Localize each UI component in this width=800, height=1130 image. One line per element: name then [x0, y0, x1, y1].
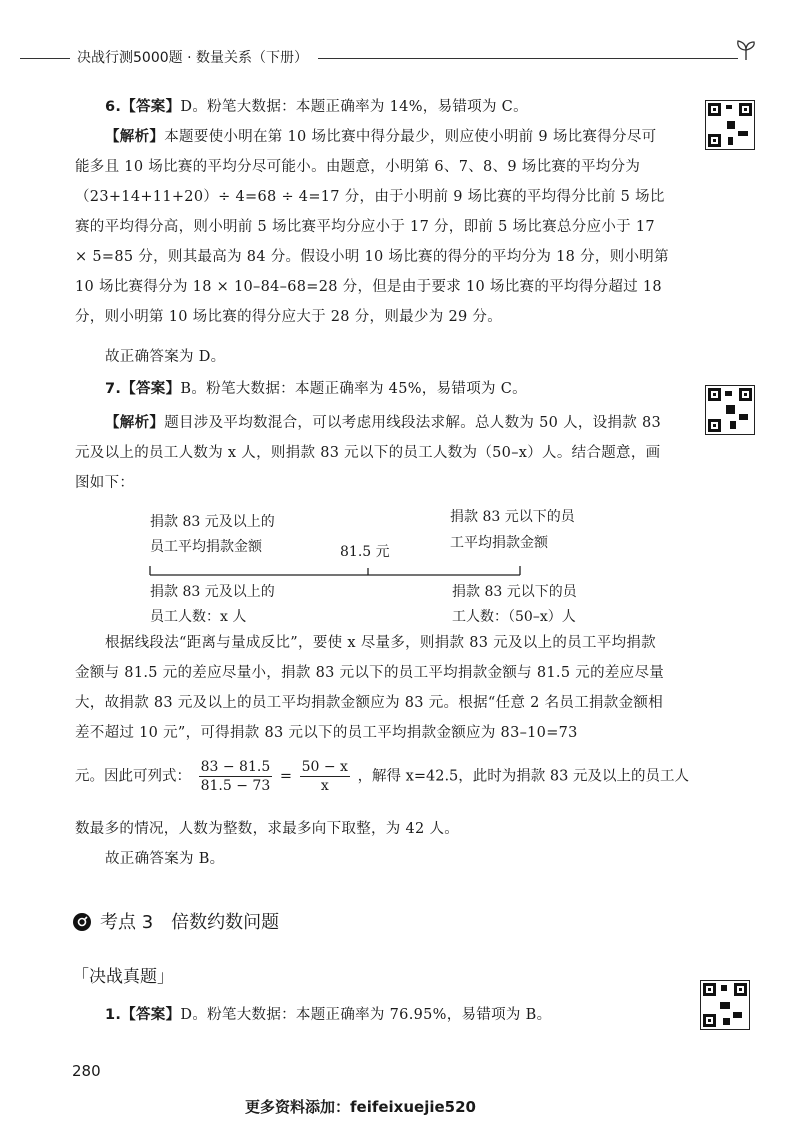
section-title: 考点 3 倍数约数问题	[100, 912, 280, 933]
diagram-bottom-right-1: 捐款 83 元以下的员	[452, 584, 577, 600]
header-rule-right	[318, 58, 738, 59]
diagram-middle-label: 81.5 元	[340, 544, 390, 560]
fraction-right-denominator: x	[320, 778, 329, 794]
q7-reasoning: 根据线段法“距离与量成反比”，要使 x 尽量多，则捐款 83 元及以上的员工平均捐款金额与 81.5 元的差应尽量小，捐款 83 元以下的员工平均捐款金额与 81.5 元的差应尽量大，故捐款 83 元及以上的员工平均捐款金额应为 83 元。根据“任意 2 名员工捐款金额相差不超过 10 元”，可得捐款 83 元以下的员工平均捐款金额应为 83–10=73	[75, 635, 665, 741]
q1-answer	[75, 1000, 670, 1030]
footer-note: 更多资料添加：feifeixuejie520	[245, 1098, 476, 1116]
analysis-text: 题目涉及平均数混合，可以考虑用线段法求解。总人数为 50 人，设捐款 83 元及以上的员工人数为 x 人，则捐款 83 元以下的员工人数为（50–x）人。结合题意，画图如下：	[75, 415, 662, 491]
answer-text: B。粉笔大数据：本题正确率为 45%，易错项为 C。	[180, 381, 527, 397]
fraction-left	[199, 758, 273, 795]
diagram-top-left-1: 捐款 83 元及以上的	[150, 514, 275, 530]
analysis-tag: 【解析】	[105, 415, 165, 431]
answer-text: D。粉笔大数据：本题正确率为 76.95%，易错项为 B。	[180, 1007, 552, 1023]
page-number: 280	[72, 1062, 101, 1080]
diagram-bottom-left-2: 员工人数：x 人	[150, 609, 247, 625]
diagram-bottom-right-2: 工人数：（50–x）人	[452, 609, 576, 625]
qr-code-icon	[705, 100, 755, 150]
diagram-top-left-2: 员工平均捐款金额	[150, 539, 262, 555]
answer-tag: 6.【答案】	[105, 99, 181, 115]
diagram-top-right-2: 工平均捐款金额	[450, 535, 548, 551]
q6-analysis	[75, 122, 670, 332]
equation-suffix: ，解得 x=42.5，此时为捐款 83 元及以上的员工人	[357, 768, 689, 785]
equals-sign: =	[279, 768, 292, 785]
answer-tag: 7.【答案】	[105, 381, 181, 397]
q7-answer	[75, 374, 670, 404]
fraction-right	[300, 758, 350, 795]
equation-prefix: 元。因此可列式：	[75, 768, 191, 785]
qr-code-icon	[700, 980, 750, 1030]
analysis-text: 本题要使小明在第 10 场比赛中得分最少，则应使小明前 9 场比赛得分尽可能多且 10 场比赛的平均分尽可能小。由题意，小明第 6、7、8、9 场比赛的平均分为（23+14+11+20）÷ 4=68 ÷ 4=17 分，由于小明前 9 场比赛的平均得分比前 5 场比赛的平均得分高，则小明前 5 场比赛平均分应小于 17 分，即前 5 场比赛总分应小于 17 × 5=85 分，则其最高为 84 分。假设小明 10 场比赛的得分的平均分为 18 分，则小明第 10 场比赛得分为 18 × 10–84–68=28 分，但是由于要求 10 场比赛的平均得分超过 18 分，则小明第 10 场比赛的得分应大于 28 分，则最少为 29 分。	[75, 129, 669, 325]
answer-text: D。粉笔大数据：本题正确率为 14%，易错项为 C。	[180, 99, 528, 115]
subsection-title: 「决战真题」	[72, 967, 174, 987]
qr-code-icon	[705, 385, 755, 435]
fraction-right-numerator: 50 − x	[301, 759, 348, 775]
fraction-left-denominator: 81.5 − 73	[200, 778, 271, 794]
q6-answer	[75, 92, 670, 122]
diagram-top-right-1: 捐款 83 元以下的员	[450, 509, 575, 525]
q7-result: 数最多的情况，人数为整数，求最多向下取整，为 42 人。	[75, 821, 460, 837]
section-bullet-icon	[72, 912, 92, 932]
analysis-tag: 【解析】	[105, 129, 165, 145]
q6-conclusion: 故正确答案为 D。	[105, 349, 226, 365]
header-rule-left	[20, 58, 70, 59]
q7-equation-line	[75, 758, 689, 795]
segment-line	[140, 560, 530, 580]
running-header: 决战行测5000题 · 数量关系（下册）	[77, 50, 308, 66]
answer-tag: 1.【答案】	[105, 1007, 181, 1023]
sprout-icon	[734, 38, 758, 62]
q7-conclusion: 故正确答案为 B。	[105, 851, 225, 867]
q7-analysis	[75, 408, 670, 498]
fraction-left-numerator: 83 − 81.5	[200, 759, 271, 775]
diagram-bottom-left-1: 捐款 83 元及以上的	[150, 584, 275, 600]
